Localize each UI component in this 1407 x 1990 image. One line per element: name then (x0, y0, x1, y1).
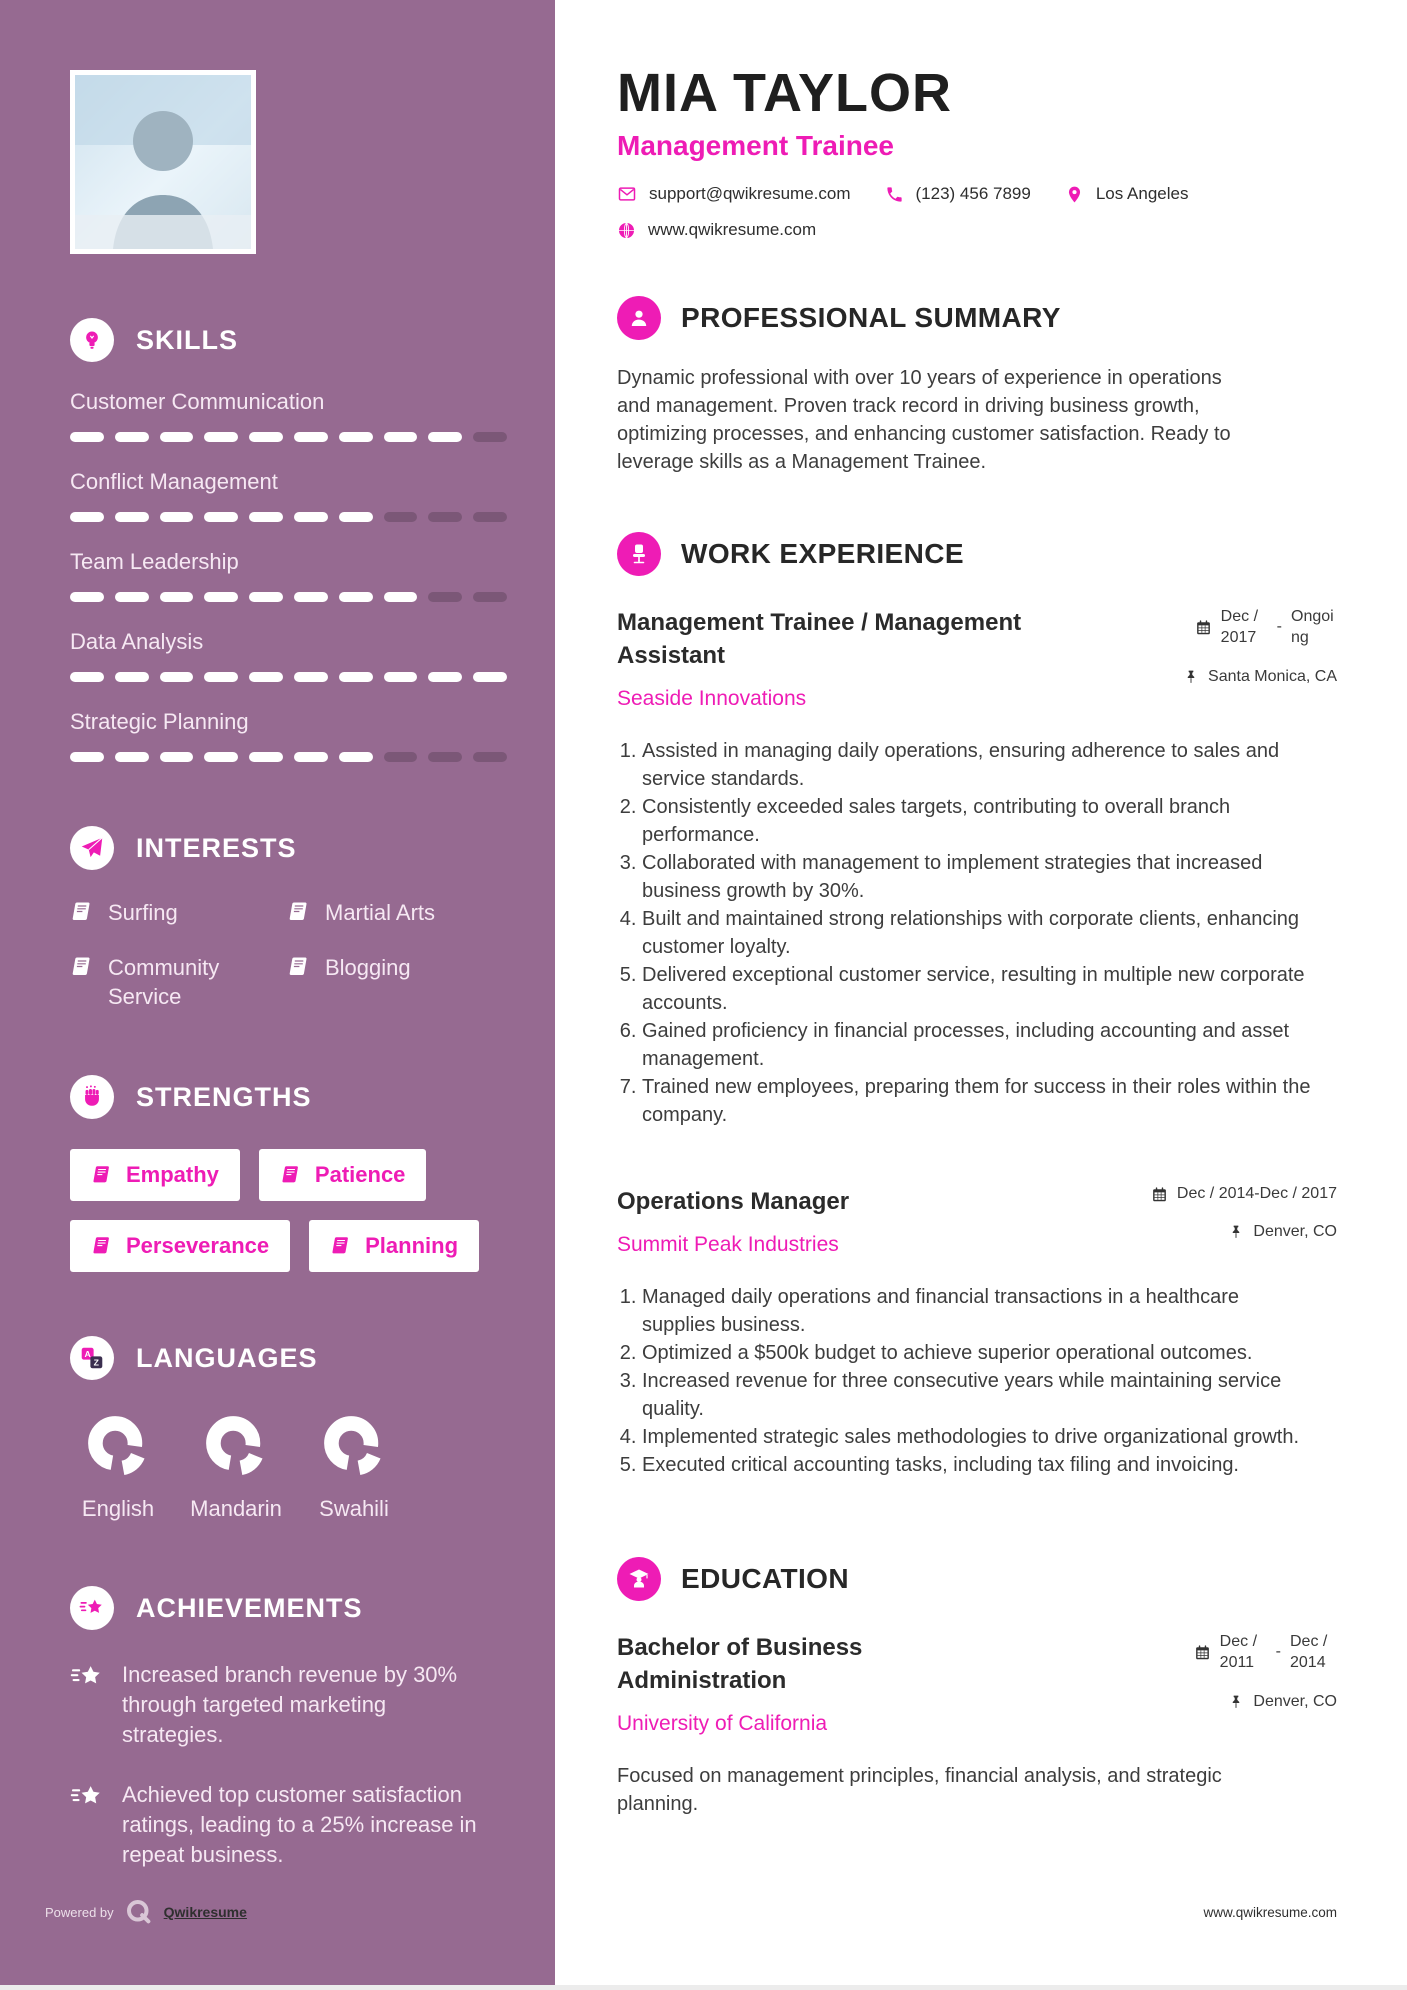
skill-dash (294, 752, 328, 762)
skill-item: Conflict Management (70, 469, 507, 522)
skill-dash (428, 592, 462, 602)
skill-dash (428, 432, 462, 442)
skill-dash (473, 432, 507, 442)
experience-bullet: 1. Managed daily operations and financial transactions in a healthcare supplies business. (642, 1283, 1317, 1339)
person-icon (617, 296, 661, 340)
skill-bar (70, 672, 507, 682)
calendar-icon (1151, 1186, 1168, 1203)
contact-row (617, 184, 1337, 204)
svg-text:Z: Z (93, 1357, 99, 1368)
experience-bullet: 5. Executed critical accounting tasks, including tax filing and invoicing. (642, 1451, 1317, 1479)
language-item: Mandarin (188, 1414, 284, 1522)
skills-title: SKILLS (136, 324, 239, 355)
skill-dash (115, 512, 149, 522)
skill-dash (384, 592, 418, 602)
qwikresume-logo-icon (124, 1897, 154, 1927)
paper-plane-icon (70, 826, 114, 870)
phone-contact[interactable]: (123) 456 7899 (885, 184, 1031, 204)
skill-dash (294, 512, 328, 522)
pushpin-icon (1183, 669, 1199, 685)
skill-dash (339, 432, 373, 442)
skill-dash (473, 672, 507, 682)
profile-photo (70, 70, 256, 254)
strength-chip: Empathy (70, 1149, 240, 1201)
education-entry (617, 1631, 1337, 1818)
summary-title: PROFESSIONAL SUMMARY (681, 302, 1061, 333)
skill-dash (294, 592, 328, 602)
book-icon (70, 900, 94, 924)
strength-chip: Patience (259, 1149, 427, 1201)
skill-dash (339, 592, 373, 602)
skill-dash (428, 512, 462, 522)
book-icon (287, 900, 311, 924)
achievements-title: ACHIEVEMENTS (136, 1592, 363, 1623)
skill-dash (160, 512, 194, 522)
skill-dash (294, 672, 328, 682)
education-header (617, 1557, 1337, 1601)
job-title: Operations Manager (617, 1188, 850, 1215)
interest-item: Surfing (70, 898, 287, 927)
job-left (617, 1185, 849, 1257)
svg-text:A: A (84, 1348, 91, 1359)
job-location: Santa Monica, CA (1183, 668, 1337, 686)
translate-icon (70, 1336, 114, 1380)
skill-item: Strategic Planning (70, 709, 507, 762)
location-contact: Los Angeles (1065, 184, 1189, 204)
job-meta (1151, 1185, 1337, 1241)
experience-bullet: 4. Implemented strategic sales methodologies to drive organizational growth. (642, 1423, 1317, 1451)
skills-header (70, 318, 507, 362)
company-name: Summit Peak Industries (617, 1233, 839, 1256)
language-donut-chart (86, 1414, 150, 1480)
page-bottom-strip (0, 1985, 1407, 1990)
education-section (617, 1557, 1337, 1818)
skill-dash (115, 752, 149, 762)
book-icon (91, 1164, 113, 1186)
skill-dash (70, 432, 104, 442)
job-title: Management Trainee / Management Assistant (617, 609, 1022, 669)
languages-section (70, 1336, 507, 1522)
skill-dash (204, 432, 238, 442)
sidebar (0, 0, 555, 1985)
skill-item: Data Analysis (70, 629, 507, 682)
skill-bar (70, 432, 507, 442)
languages-list (70, 1414, 507, 1522)
website-contact[interactable]: www.qwikresume.com (617, 220, 816, 240)
skill-dash (473, 512, 507, 522)
achievement-item: Achieved top customer satisfaction ratings, leading to a 25% increase in repeat business. (70, 1780, 507, 1870)
experience-header (617, 532, 1337, 576)
summary-text: Dynamic professional with over 10 years of experience in operations and management. Proven track record in driving business growth, optimizing processes, and enhancing customer satisfaction. Ready to leverage skills as a Management Trainee. (617, 367, 1231, 473)
skill-dash (249, 592, 283, 602)
skill-dash (160, 592, 194, 602)
pin-icon (1065, 185, 1084, 204)
language-item: Swahili (306, 1414, 402, 1522)
skill-dash (294, 432, 328, 442)
skill-dash (384, 752, 418, 762)
lightbulb-icon (70, 318, 114, 362)
experience-section (617, 532, 1337, 1479)
calendar-icon (1195, 619, 1212, 636)
skill-dash (428, 752, 462, 762)
experience-bullet: 3. Increased revenue for three consecutive years while maintaining service quality. (642, 1367, 1317, 1423)
graduate-icon (617, 1557, 661, 1601)
skill-dash (384, 672, 418, 682)
strengths-header (70, 1075, 507, 1119)
main-content (555, 0, 1407, 1818)
skill-bar (70, 752, 507, 762)
skill-dash (339, 752, 373, 762)
book-icon (70, 955, 94, 979)
education-title: EDUCATION (681, 1563, 849, 1594)
skill-dash (204, 592, 238, 602)
skill-bar (70, 512, 507, 522)
education-entry-header (617, 1631, 1337, 1736)
education-meta (1194, 1631, 1337, 1711)
skill-dash (249, 432, 283, 442)
skill-dash (204, 752, 238, 762)
job-entry (617, 606, 1337, 1129)
fist-icon (70, 1075, 114, 1119)
contact-row (617, 220, 1337, 240)
skill-dash (473, 752, 507, 762)
pushpin-icon (1228, 1224, 1244, 1240)
strength-chip: Planning (309, 1220, 479, 1272)
education-location: Denver, CO (1228, 1693, 1337, 1711)
skill-dash (384, 512, 418, 522)
resume-header (617, 64, 1337, 240)
skill-item: Team Leadership (70, 549, 507, 602)
summary-section (617, 296, 1337, 476)
interests-header (70, 826, 507, 870)
footer-website[interactable]: www.qwikresume.com (1203, 1905, 1337, 1920)
globe-icon (617, 221, 636, 240)
languages-header (70, 1336, 507, 1380)
strengths-section (70, 1075, 507, 1272)
footer-branding (45, 1897, 247, 1927)
skill-dash (384, 432, 418, 442)
experience-bullet: 6. Gained proficiency in financial processes, including accounting and asset management. (642, 1017, 1317, 1073)
interests-list (70, 898, 507, 1011)
shooting-star-icon (70, 1662, 104, 1692)
school-name: University of California (617, 1712, 828, 1735)
envelope-icon (617, 184, 637, 204)
experience-bullet: 1. Assisted in managing daily operations, ensuring adherence to sales and service standards. (642, 737, 1317, 793)
education-note: Focused on management principles, financial analysis, and strategic planning. (617, 1765, 1222, 1815)
shooting-star-icon (70, 1782, 104, 1812)
skill-dash (115, 432, 149, 442)
summary-header (617, 296, 1337, 340)
email-contact[interactable]: support@qwikresume.com (617, 184, 851, 204)
job-dates: Dec / 2017 - Ongoing (1195, 606, 1337, 648)
job-dates: Dec / 2014-Dec / 2017 (1151, 1185, 1337, 1203)
book-icon (287, 955, 311, 979)
experience-bullet: 7. Trained new employees, preparing them for success in their roles within the company. (642, 1073, 1317, 1129)
job-header (617, 1185, 1337, 1257)
experience-bullet: 2. Consistently exceeded sales targets, contributing to overall branch performance. (642, 793, 1317, 849)
degree-title: Bachelor of Business Administration (617, 1634, 863, 1694)
office-chair-icon (617, 532, 661, 576)
skill-bar (70, 592, 507, 602)
date-separator: - (1276, 618, 1282, 635)
strength-chip: Perseverance (70, 1220, 290, 1272)
skill-dash (339, 512, 373, 522)
skill-item: Customer Communication (70, 389, 507, 442)
language-donut-chart (322, 1414, 386, 1480)
experience-title: WORK EXPERIENCE (681, 538, 964, 569)
interests-title: INTERESTS (136, 832, 297, 863)
job-bullets (617, 737, 1317, 1129)
photo-placeholder-graphic (75, 75, 251, 249)
skill-dash (115, 592, 149, 602)
skill-dash (70, 592, 104, 602)
interest-item: Community Service (70, 953, 287, 1011)
strengths-title: STRENGTHS (136, 1081, 312, 1112)
book-icon (280, 1164, 302, 1186)
job-entry (617, 1185, 1337, 1479)
job-meta (1183, 606, 1337, 686)
skill-dash (249, 512, 283, 522)
interests-section (70, 826, 507, 1011)
company-name: Seaside Innovations (617, 687, 807, 710)
book-icon (330, 1235, 352, 1257)
skill-dash (70, 752, 104, 762)
powered-by-label: Powered by (45, 1904, 114, 1920)
skill-dash (70, 672, 104, 682)
experience-bullet: 5. Delivered exceptional customer service, resulting in multiple new corporate accounts. (642, 961, 1317, 1017)
skill-dash (204, 512, 238, 522)
experience-bullet: 4. Built and maintained strong relationships with corporate clients, enhancing customer loyalty. (642, 905, 1317, 961)
education-dates: Dec / 2011 - Dec / 2014 (1194, 1631, 1337, 1673)
strengths-list (70, 1149, 507, 1272)
skill-dash (249, 672, 283, 682)
skill-dash (428, 672, 462, 682)
skill-dash (473, 592, 507, 602)
shooting-star-icon (70, 1586, 114, 1630)
skill-dash (204, 672, 238, 682)
job-bullets (617, 1283, 1317, 1479)
skill-dash (339, 672, 373, 682)
achievements-header (70, 1586, 507, 1630)
phone-icon (885, 185, 904, 204)
skill-dash (115, 672, 149, 682)
language-donut-chart (204, 1414, 268, 1480)
skills-section (70, 318, 507, 762)
qwikresume-link[interactable]: Qwikresume (163, 1904, 247, 1920)
date-separator: - (1275, 1643, 1281, 1660)
interest-item: Blogging (287, 953, 507, 1011)
language-item: English (70, 1414, 166, 1522)
pushpin-icon (1228, 1694, 1244, 1710)
job-left (617, 606, 1057, 711)
skill-dash (70, 512, 104, 522)
skill-dash (160, 752, 194, 762)
skill-dash (249, 752, 283, 762)
person-name: MIA TAYLOR (617, 63, 953, 123)
skill-dash (160, 672, 194, 682)
experience-bullet: 2. Optimized a $500k budget to achieve superior operational outcomes. (642, 1339, 1317, 1367)
skill-dash (160, 432, 194, 442)
calendar-icon (1194, 1644, 1211, 1661)
education-left (617, 1631, 917, 1736)
book-icon (91, 1235, 113, 1257)
languages-title: LANGUAGES (136, 1342, 318, 1373)
experience-bullet: 3. Collaborated with management to implement strategies that increased business growth by 30%. (642, 849, 1317, 905)
interest-item: Martial Arts (287, 898, 507, 927)
achievement-item: Increased branch revenue by 30% through targeted marketing strategies. (70, 1660, 507, 1750)
job-header (617, 606, 1337, 711)
achievements-section (70, 1586, 507, 1870)
job-location: Denver, CO (1228, 1223, 1337, 1241)
job-role: Management Trainee (617, 130, 894, 161)
